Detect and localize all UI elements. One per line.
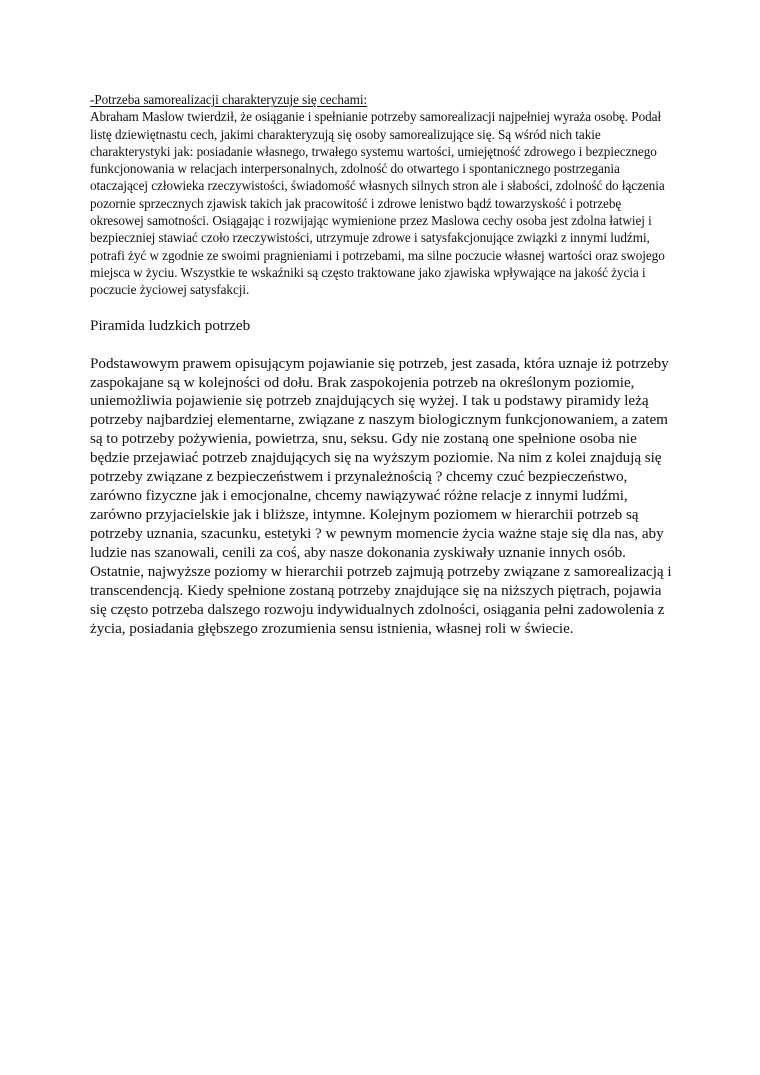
self-actualization-heading: -Potrzeba samorealizacji charakteryzuje się cechami: xyxy=(90,92,368,107)
self-actualization-paragraph: Abraham Maslow twierdził, że osiąganie i spełnianie potrzeby samorealizacji najpełniej wyraża osobę. Podał listę dziewiętnastu cech, jakimi charakteryzują się osoby samorealizujące się. Są wśród nich takie charakterystyki jak: posiadanie własnego, trwałego systemu wartości, umiejętność zdrowego i bezpiecznego funkcjonowania w relacjach interpersonalnych, zdolność do otwartego i spontanicznego postrzegania otaczającej człowieka rzeczywistości, świadomość własnych silnych stron ale i słabości, zdolność do łączenia pozornie sprzecznych zjawisk takich jak pracowitość i zdrowe lenistwo bądź towarzyskość i potrzebę okresowej samotności. Osiągając i rozwijając wymienione przez Maslowa cechy osoba jest zdolna łatwiej i bezpieczniej stawiać czoło rzeczywistości, utrzymuje zdrowe i satysfakcjonujące związki z innymi ludźmi, potrafi żyć w zgodnie ze swoimi pragnieniami i potrzebami, ma silne poczucie własnej wartości oraz swojego miejsca w życiu. Wszystkie te wskaźniki są często traktowane jako zjawiska wpływające na jakość życia i poczucie życiowej satysfakcji. xyxy=(90,109,665,298)
pyramid-paragraph: Podstawowym prawem opisującym pojawianie się potrzeb, jest zasada, która uznaje iż potrzeby zaspokajane są w kolejności od dołu. Brak zaspokojenia potrzeb na określonym poziomie, uniemożliwia pojawienie się potrzeb znajdujących się wyżej. I tak u podstawy piramidy leżą potrzeby najbardziej elementarne, związane z naszym biologicznym funkcjonowaniem, a zatem są to potrzeby pożywienia, powietrza, snu, seksu. Gdy nie zostaną one spełnione osoba nie będzie przejawiać potrzeb znajdujących się na wyższym poziomie. Na nim z kolei znajdują się potrzeby związane z bezpieczeństwem i przynależnością ? chcemy czuć bezpieczeństwo, zarówno fizyczne jak i emocjonalne, chcemy nawiązywać różne relacje z innymi ludźmi, zarówno przyjacielskie jak i bliższe, intymne. Kolejnym poziomem w hierarchii potrzeb są potrzeby uznania, szacunku, estetyki ? w pewnym momencie życia ważne staje się dla nas, aby ludzie nas szanowali, cenili za coś, aby nasze dokonania zyskiwały uznanie innych osób. Ostatnie, najwyższe poziomy w hierarchii potrzeb zajmują potrzeby związane z samorealizacją i transcendencją. Kiedy spełnione zostaną potrzeby znajdujące się na niższych piętrach, pojawia się często potrzeba dalszego rozwoju indywidualnych zdolności, osiągania pełni zadowolenia z życia, posiadania głębszego zrozumienia sensu istnienia, własnej roli w świecie. xyxy=(90,354,672,637)
self-actualization-section xyxy=(90,91,676,299)
document-body xyxy=(90,91,676,639)
pyramid-title: Piramida ludzkich potrzeb xyxy=(90,316,251,334)
